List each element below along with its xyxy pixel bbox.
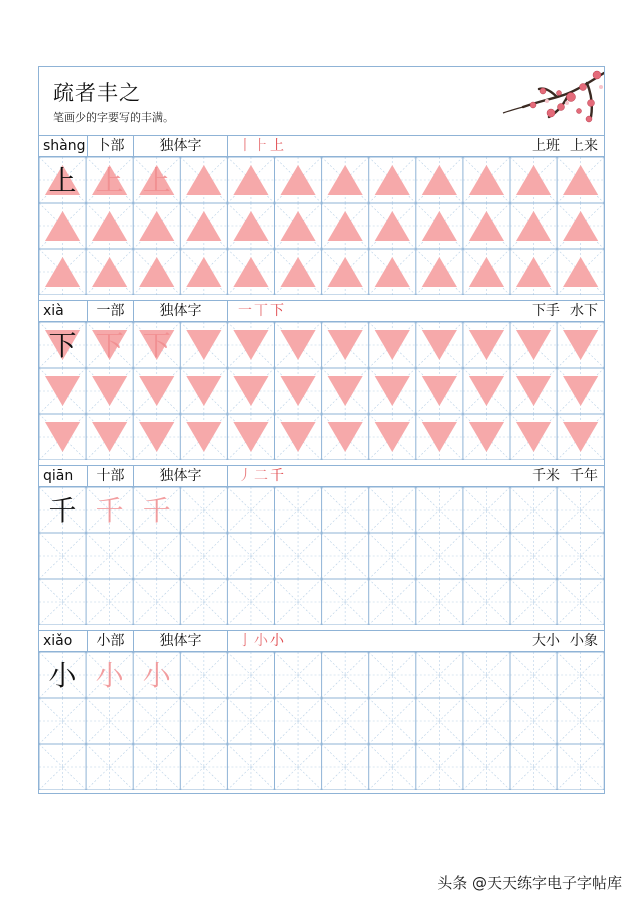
- triangle-down-icon: [92, 422, 127, 452]
- grid-cell[interactable]: [180, 533, 227, 579]
- grid-cell[interactable]: [86, 744, 133, 790]
- grid-cell[interactable]: [463, 157, 510, 203]
- triangle-up-icon: [516, 211, 551, 241]
- character-info-bar: [39, 300, 604, 322]
- triangle-down-icon: [186, 422, 221, 452]
- triangle-up-icon: [563, 211, 598, 241]
- grid-cell[interactable]: [133, 652, 180, 698]
- radical: 一部: [87, 301, 133, 321]
- grid-cell[interactable]: [557, 368, 604, 414]
- grid-cell[interactable]: [275, 698, 322, 744]
- grid-cell[interactable]: [557, 322, 604, 368]
- model-character: 下: [48, 329, 77, 362]
- grid-cell[interactable]: [463, 579, 510, 625]
- grid-cell[interactable]: [275, 744, 322, 790]
- page-subtitle: 笔画少的字要写的丰满。: [53, 111, 174, 124]
- grid-cell[interactable]: [557, 579, 604, 625]
- pinyin: shàng: [43, 138, 86, 154]
- grid-cell[interactable]: [133, 249, 180, 295]
- grid-cell[interactable]: [133, 744, 180, 790]
- grid-cell[interactable]: [463, 414, 510, 460]
- triangle-down-icon: [233, 422, 268, 452]
- plum-blossom-icon: [499, 67, 604, 135]
- practice-sheet: [38, 66, 605, 794]
- pinyin: xià: [43, 303, 64, 319]
- grid-cell[interactable]: [463, 698, 510, 744]
- grid-cell[interactable]: [369, 533, 416, 579]
- radical: 十部: [87, 466, 133, 486]
- triangle-down-icon: [563, 376, 598, 406]
- grid-cell[interactable]: [416, 368, 463, 414]
- triangle-up-icon: [281, 211, 316, 241]
- triangle-down-icon: [328, 330, 363, 360]
- grid-cell[interactable]: [322, 533, 369, 579]
- triangle-down-icon: [422, 376, 457, 406]
- grid-cell[interactable]: [180, 203, 227, 249]
- grid-cell[interactable]: [133, 157, 180, 203]
- triangle-up-icon: [516, 257, 551, 287]
- grid-cell[interactable]: [86, 322, 133, 368]
- grid-cell[interactable]: [227, 414, 274, 460]
- grid-cell[interactable]: [180, 322, 227, 368]
- grid-cell[interactable]: [416, 322, 463, 368]
- grid-cell[interactable]: [39, 157, 86, 203]
- stroke-order: [227, 466, 286, 486]
- grid-cell[interactable]: [86, 249, 133, 295]
- grid-cell[interactable]: [510, 487, 557, 533]
- structure: 独体字: [133, 631, 227, 651]
- triangle-down-icon: [281, 330, 316, 360]
- grid-cell[interactable]: [275, 579, 322, 625]
- triangle-up-icon: [92, 211, 127, 241]
- grid-cell[interactable]: [227, 744, 274, 790]
- page-title: 疏者丰之: [53, 81, 141, 105]
- grid-cell[interactable]: [557, 652, 604, 698]
- grid-cell[interactable]: [133, 414, 180, 460]
- triangle-up-icon: [469, 211, 504, 241]
- grid-cell[interactable]: [275, 249, 322, 295]
- triangle-down-icon: [281, 422, 316, 452]
- grid-cell[interactable]: [322, 322, 369, 368]
- grid-cell[interactable]: [463, 322, 510, 368]
- grid-cell[interactable]: [557, 414, 604, 460]
- grid-cell[interactable]: [369, 652, 416, 698]
- grid-cell[interactable]: [322, 744, 369, 790]
- grid-cell[interactable]: [180, 698, 227, 744]
- triangle-down-icon: [375, 422, 410, 452]
- example-word: 下手: [532, 303, 560, 319]
- stroke-step: 上: [270, 138, 286, 154]
- triangle-up-icon: [233, 211, 268, 241]
- example-word: 大小: [532, 633, 560, 649]
- grid-cell[interactable]: [180, 579, 227, 625]
- grid-cell[interactable]: [133, 368, 180, 414]
- grid-cell[interactable]: [369, 487, 416, 533]
- grid-cell[interactable]: [510, 203, 557, 249]
- triangle-down-icon: [375, 330, 410, 360]
- grid-cell[interactable]: [510, 533, 557, 579]
- triangle-up-icon: [45, 211, 80, 241]
- character-section: [39, 300, 604, 460]
- triangle-up-icon: [375, 211, 410, 241]
- grid-cell[interactable]: [86, 533, 133, 579]
- practice-grid: [39, 487, 604, 625]
- example-words: [522, 631, 598, 651]
- stroke-step: 一: [238, 303, 254, 319]
- triangle-down-icon: [375, 376, 410, 406]
- grid-cell[interactable]: [510, 652, 557, 698]
- triangle-up-icon: [92, 257, 127, 287]
- grid-cell[interactable]: [180, 744, 227, 790]
- grid-cell[interactable]: [86, 157, 133, 203]
- practice-grid: [39, 652, 604, 790]
- grid-cell[interactable]: [180, 157, 227, 203]
- triangle-down-icon: [328, 422, 363, 452]
- triangle-up-icon: [233, 165, 268, 195]
- grid-cell[interactable]: [227, 249, 274, 295]
- grid-cell[interactable]: [180, 249, 227, 295]
- grid-cell[interactable]: [227, 533, 274, 579]
- triangle-down-icon: [281, 376, 316, 406]
- grid-cell[interactable]: [557, 249, 604, 295]
- grid-cell[interactable]: [275, 157, 322, 203]
- grid-cell[interactable]: [39, 487, 86, 533]
- stroke-order: [227, 631, 286, 651]
- grid-cell[interactable]: [227, 157, 274, 203]
- grid-cell[interactable]: [39, 414, 86, 460]
- grid-cell[interactable]: [227, 698, 274, 744]
- character-info-bar: [39, 135, 604, 157]
- character-section: [39, 465, 604, 625]
- grid-cell[interactable]: [510, 579, 557, 625]
- grid-cell[interactable]: [275, 203, 322, 249]
- triangle-down-icon: [563, 330, 598, 360]
- model-character: 上: [48, 164, 77, 197]
- grid-cell[interactable]: [39, 322, 86, 368]
- grid-cell[interactable]: [510, 157, 557, 203]
- example-words: [522, 136, 598, 156]
- grid-cell[interactable]: [322, 698, 369, 744]
- grid-cell[interactable]: [557, 157, 604, 203]
- grid-cell[interactable]: [322, 579, 369, 625]
- triangle-down-icon: [516, 330, 551, 360]
- grid-cell[interactable]: [322, 368, 369, 414]
- grid-cell[interactable]: [227, 487, 274, 533]
- trace-character: 小: [95, 659, 124, 692]
- grid-cell[interactable]: [133, 322, 180, 368]
- triangle-down-icon: [45, 422, 80, 452]
- triangle-up-icon: [45, 257, 80, 287]
- stroke-step: 丿: [238, 468, 254, 484]
- grid-cell[interactable]: [463, 487, 510, 533]
- grid-cell[interactable]: [227, 322, 274, 368]
- grid-cell[interactable]: [463, 368, 510, 414]
- grid-cell[interactable]: [510, 249, 557, 295]
- grid-cell[interactable]: [557, 533, 604, 579]
- grid-cell[interactable]: [416, 249, 463, 295]
- example-word: 上来: [570, 138, 598, 154]
- grid-cell[interactable]: [416, 698, 463, 744]
- trace-character: 下: [95, 329, 124, 362]
- triangle-up-icon: [375, 165, 410, 195]
- grid-cell[interactable]: [322, 414, 369, 460]
- grid-cell[interactable]: [39, 744, 86, 790]
- triangle-up-icon: [328, 257, 363, 287]
- grid-cell[interactable]: [510, 698, 557, 744]
- radical: 卜部: [87, 136, 133, 156]
- grid-cell[interactable]: [180, 368, 227, 414]
- triangle-up-icon: [375, 257, 410, 287]
- example-word: 小象: [570, 633, 598, 649]
- grid-cell[interactable]: [463, 744, 510, 790]
- grid-cell[interactable]: [227, 368, 274, 414]
- stroke-step: 丨: [238, 138, 254, 154]
- triangle-up-icon: [186, 257, 221, 287]
- practice-grid: [39, 322, 604, 460]
- triangle-down-icon: [233, 330, 268, 360]
- grid-cell[interactable]: [557, 698, 604, 744]
- grid-cell[interactable]: [227, 203, 274, 249]
- stroke-step: 小: [270, 633, 286, 649]
- grid-cell[interactable]: [180, 414, 227, 460]
- grid-cell[interactable]: [369, 249, 416, 295]
- grid-cell[interactable]: [227, 652, 274, 698]
- triangle-up-icon: [139, 257, 174, 287]
- grid-cell[interactable]: [557, 203, 604, 249]
- grid-cell[interactable]: [180, 652, 227, 698]
- pinyin: xiǎo: [43, 633, 73, 649]
- triangle-down-icon: [328, 376, 363, 406]
- example-word: 千年: [570, 468, 598, 484]
- grid-cell[interactable]: [133, 487, 180, 533]
- grid-cell[interactable]: [369, 414, 416, 460]
- grid-cell[interactable]: [86, 579, 133, 625]
- triangle-up-icon: [469, 257, 504, 287]
- stroke-step: 丅: [254, 303, 270, 319]
- grid-cell[interactable]: [39, 579, 86, 625]
- triangle-down-icon: [186, 376, 221, 406]
- structure: 独体字: [133, 301, 227, 321]
- grid-cell[interactable]: [133, 579, 180, 625]
- grid-cell[interactable]: [275, 652, 322, 698]
- triangle-down-icon: [422, 422, 457, 452]
- grid-cell[interactable]: [416, 487, 463, 533]
- grid-cell[interactable]: [416, 157, 463, 203]
- grid-cell[interactable]: [86, 368, 133, 414]
- example-word: 千米: [532, 468, 560, 484]
- triangle-up-icon: [516, 165, 551, 195]
- grid-cell[interactable]: [227, 579, 274, 625]
- grid-cell[interactable]: [463, 652, 510, 698]
- grid-cell[interactable]: [39, 652, 86, 698]
- grid-cell[interactable]: [39, 249, 86, 295]
- triangle-down-icon: [45, 376, 80, 406]
- grid-cell[interactable]: [557, 487, 604, 533]
- grid-cell[interactable]: [557, 744, 604, 790]
- model-character: 小: [48, 659, 77, 692]
- sheet-header: [39, 67, 604, 135]
- grid-cell[interactable]: [322, 249, 369, 295]
- grid-cell[interactable]: [416, 579, 463, 625]
- triangle-up-icon: [563, 165, 598, 195]
- example-word: 水下: [570, 303, 598, 319]
- grid-cell[interactable]: [322, 652, 369, 698]
- triangle-down-icon: [139, 422, 174, 452]
- example-words: [522, 466, 598, 486]
- grid-cell[interactable]: [39, 533, 86, 579]
- triangle-down-icon: [92, 376, 127, 406]
- practice-grid: [39, 157, 604, 295]
- grid-cell[interactable]: [133, 533, 180, 579]
- grid-cell[interactable]: [416, 203, 463, 249]
- grid-cell[interactable]: [275, 322, 322, 368]
- character-section: [39, 630, 604, 790]
- grid-cell[interactable]: [463, 533, 510, 579]
- example-words: [522, 301, 598, 321]
- stroke-step: ⺊: [254, 138, 270, 154]
- example-word: 上班: [532, 138, 560, 154]
- model-character: 千: [48, 494, 77, 527]
- grid-cell[interactable]: [275, 368, 322, 414]
- triangle-down-icon: [469, 330, 504, 360]
- triangle-down-icon: [516, 422, 551, 452]
- triangle-up-icon: [233, 257, 268, 287]
- triangle-up-icon: [281, 257, 316, 287]
- grid-cell[interactable]: [39, 368, 86, 414]
- grid-cell[interactable]: [510, 744, 557, 790]
- grid-cell[interactable]: [510, 414, 557, 460]
- trace-character: 小: [142, 659, 171, 692]
- triangle-up-icon: [139, 211, 174, 241]
- trace-character: 上: [95, 164, 124, 197]
- grid-cell[interactable]: [463, 249, 510, 295]
- grid-cell[interactable]: [416, 533, 463, 579]
- grid-cell[interactable]: [369, 157, 416, 203]
- grid-cell[interactable]: [510, 368, 557, 414]
- grid-cell[interactable]: [416, 744, 463, 790]
- stroke-step: 二: [254, 468, 270, 484]
- triangle-down-icon: [516, 376, 551, 406]
- stroke-order: [227, 301, 286, 321]
- trace-character: 千: [95, 494, 124, 527]
- grid-cell[interactable]: [322, 203, 369, 249]
- grid-cell[interactable]: [180, 487, 227, 533]
- trace-character: 千: [142, 494, 171, 527]
- triangle-up-icon: [469, 165, 504, 195]
- stroke-step: 小: [254, 633, 270, 649]
- grid-cell[interactable]: [369, 579, 416, 625]
- triangle-up-icon: [422, 257, 457, 287]
- triangle-down-icon: [469, 376, 504, 406]
- structure: 独体字: [133, 466, 227, 486]
- character-info-bar: [39, 465, 604, 487]
- triangle-up-icon: [328, 165, 363, 195]
- grid-cell[interactable]: [416, 652, 463, 698]
- grid-cell[interactable]: [133, 698, 180, 744]
- triangle-down-icon: [422, 330, 457, 360]
- grid-cell[interactable]: [86, 698, 133, 744]
- triangle-up-icon: [186, 211, 221, 241]
- triangle-up-icon: [186, 165, 221, 195]
- trace-character: 上: [142, 164, 171, 197]
- grid-cell[interactable]: [463, 203, 510, 249]
- grid-cell[interactable]: [39, 203, 86, 249]
- grid-cell[interactable]: [369, 698, 416, 744]
- stroke-order: [227, 136, 286, 156]
- character-info-bar: [39, 630, 604, 652]
- structure: 独体字: [133, 136, 227, 156]
- triangle-down-icon: [469, 422, 504, 452]
- grid-cell[interactable]: [275, 414, 322, 460]
- character-section: [39, 135, 604, 295]
- triangle-down-icon: [139, 376, 174, 406]
- footer-watermark: 头条 @天天练字电子字帖库: [437, 874, 622, 892]
- grid-cell[interactable]: [39, 698, 86, 744]
- trace-character: 下: [142, 329, 171, 362]
- grid-cell[interactable]: [86, 414, 133, 460]
- stroke-step: 下: [270, 303, 286, 319]
- grid-cell[interactable]: [86, 203, 133, 249]
- grid-cell[interactable]: [275, 487, 322, 533]
- triangle-up-icon: [422, 165, 457, 195]
- pinyin: qiān: [43, 468, 74, 484]
- grid-cell[interactable]: [275, 533, 322, 579]
- grid-cell[interactable]: [322, 157, 369, 203]
- triangle-down-icon: [563, 422, 598, 452]
- grid-cell[interactable]: [369, 368, 416, 414]
- stroke-step: 千: [270, 468, 286, 484]
- triangle-down-icon: [233, 376, 268, 406]
- grid-cell[interactable]: [133, 203, 180, 249]
- grid-cell[interactable]: [369, 744, 416, 790]
- triangle-up-icon: [281, 165, 316, 195]
- grid-cell[interactable]: [510, 322, 557, 368]
- grid-cell[interactable]: [322, 487, 369, 533]
- grid-cell[interactable]: [369, 322, 416, 368]
- triangle-up-icon: [422, 211, 457, 241]
- grid-cell[interactable]: [86, 652, 133, 698]
- triangle-up-icon: [328, 211, 363, 241]
- grid-cell[interactable]: [369, 203, 416, 249]
- radical: 小部: [87, 631, 133, 651]
- stroke-step: 亅: [238, 633, 254, 649]
- grid-cell[interactable]: [86, 487, 133, 533]
- triangle-up-icon: [563, 257, 598, 287]
- grid-cell[interactable]: [416, 414, 463, 460]
- triangle-down-icon: [186, 330, 221, 360]
